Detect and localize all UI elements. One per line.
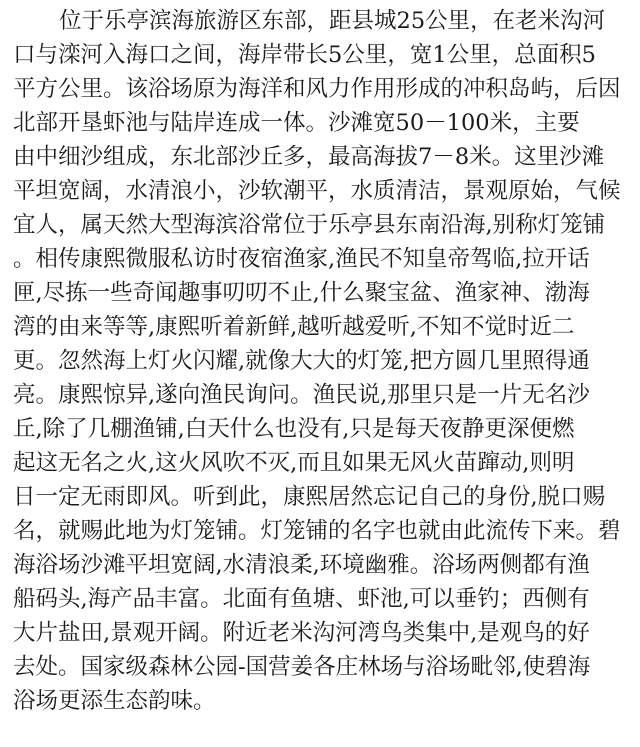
text-line: 船码头,海产品丰富。北面有鱼塘、虾池,可以垂钓；西侧有 <box>13 586 590 612</box>
text-line: 亮。康熙惊异,遂向渔民询问。渔民说,那里只是一片无名沙 <box>13 382 590 408</box>
text-line: 口与滦河入海口之间，海岸带长5公里，宽1公里，总面积5 <box>13 42 596 68</box>
text-line: 宜人，属天然大型海滨浴常位于乐亭县东南沿海,别称灯笼铺 <box>13 212 606 238</box>
text-line: 位于乐亭滨海旅游区东部，距县城25公里，在老米沟河 <box>59 8 606 34</box>
text-line: 匣,尽拣一些奇闻趣事叨叨不止,什么聚宝盆、渔家神、渤海 <box>13 280 590 306</box>
text-line: 湾的由来等等,康熙听着新鲜,越听越爱听,不知不觉时近二 <box>13 314 575 340</box>
text-line: 平方公里。该浴场原为海洋和风力作用形成的冲积岛屿，后因 <box>13 76 621 102</box>
text-line: 日一定无雨即风。听到此，康熙居然忘记自己的身份,脱口赐 <box>13 484 606 510</box>
text-line: 。相传康熙微服私访时夜宿渔家,渔民不知皇帝驾临,拉开话 <box>13 246 590 272</box>
text-line: 丘,除了几棚渔铺,白天什么也没有,只是每天夜静更深便燃 <box>13 416 575 442</box>
text-line: 起这无名之火,这火风吹不灭,而且如果无风火苗蹿动,则明 <box>13 450 575 476</box>
text-line: 北部开垦虾池与陆岸连成一体。沙滩宽50－100米，主要 <box>13 110 580 136</box>
text-line: 海浴场沙滩平坦宽阔,水清浪柔,环境幽雅。浴场两侧都有渔 <box>13 552 590 578</box>
text-line: 去处。国家级森林公园-国营姜各庄林场与浴场毗邻,使碧海 <box>13 654 591 680</box>
text-line: 大片盐田,景观开阔。附近老米沟河湾鸟类集中,是观鸟的好 <box>13 620 590 646</box>
text-line: 更。忽然海上灯火闪耀,就像大大的灯笼,把方圆几里照得通 <box>13 348 590 374</box>
text-line: 平坦宽阔，水清浪小，沙软潮平，水质清洁，景观原始，气候 <box>13 178 621 204</box>
text-line: 由中细沙组成，东北部沙丘多，最高海拔7－8米。这里沙滩 <box>13 144 605 170</box>
text-line: 浴场更添生态韵味。 <box>13 688 216 714</box>
text-line: 名，就赐此地为灯笼铺。灯笼铺的名字也就由此流传下来。碧 <box>13 518 621 544</box>
